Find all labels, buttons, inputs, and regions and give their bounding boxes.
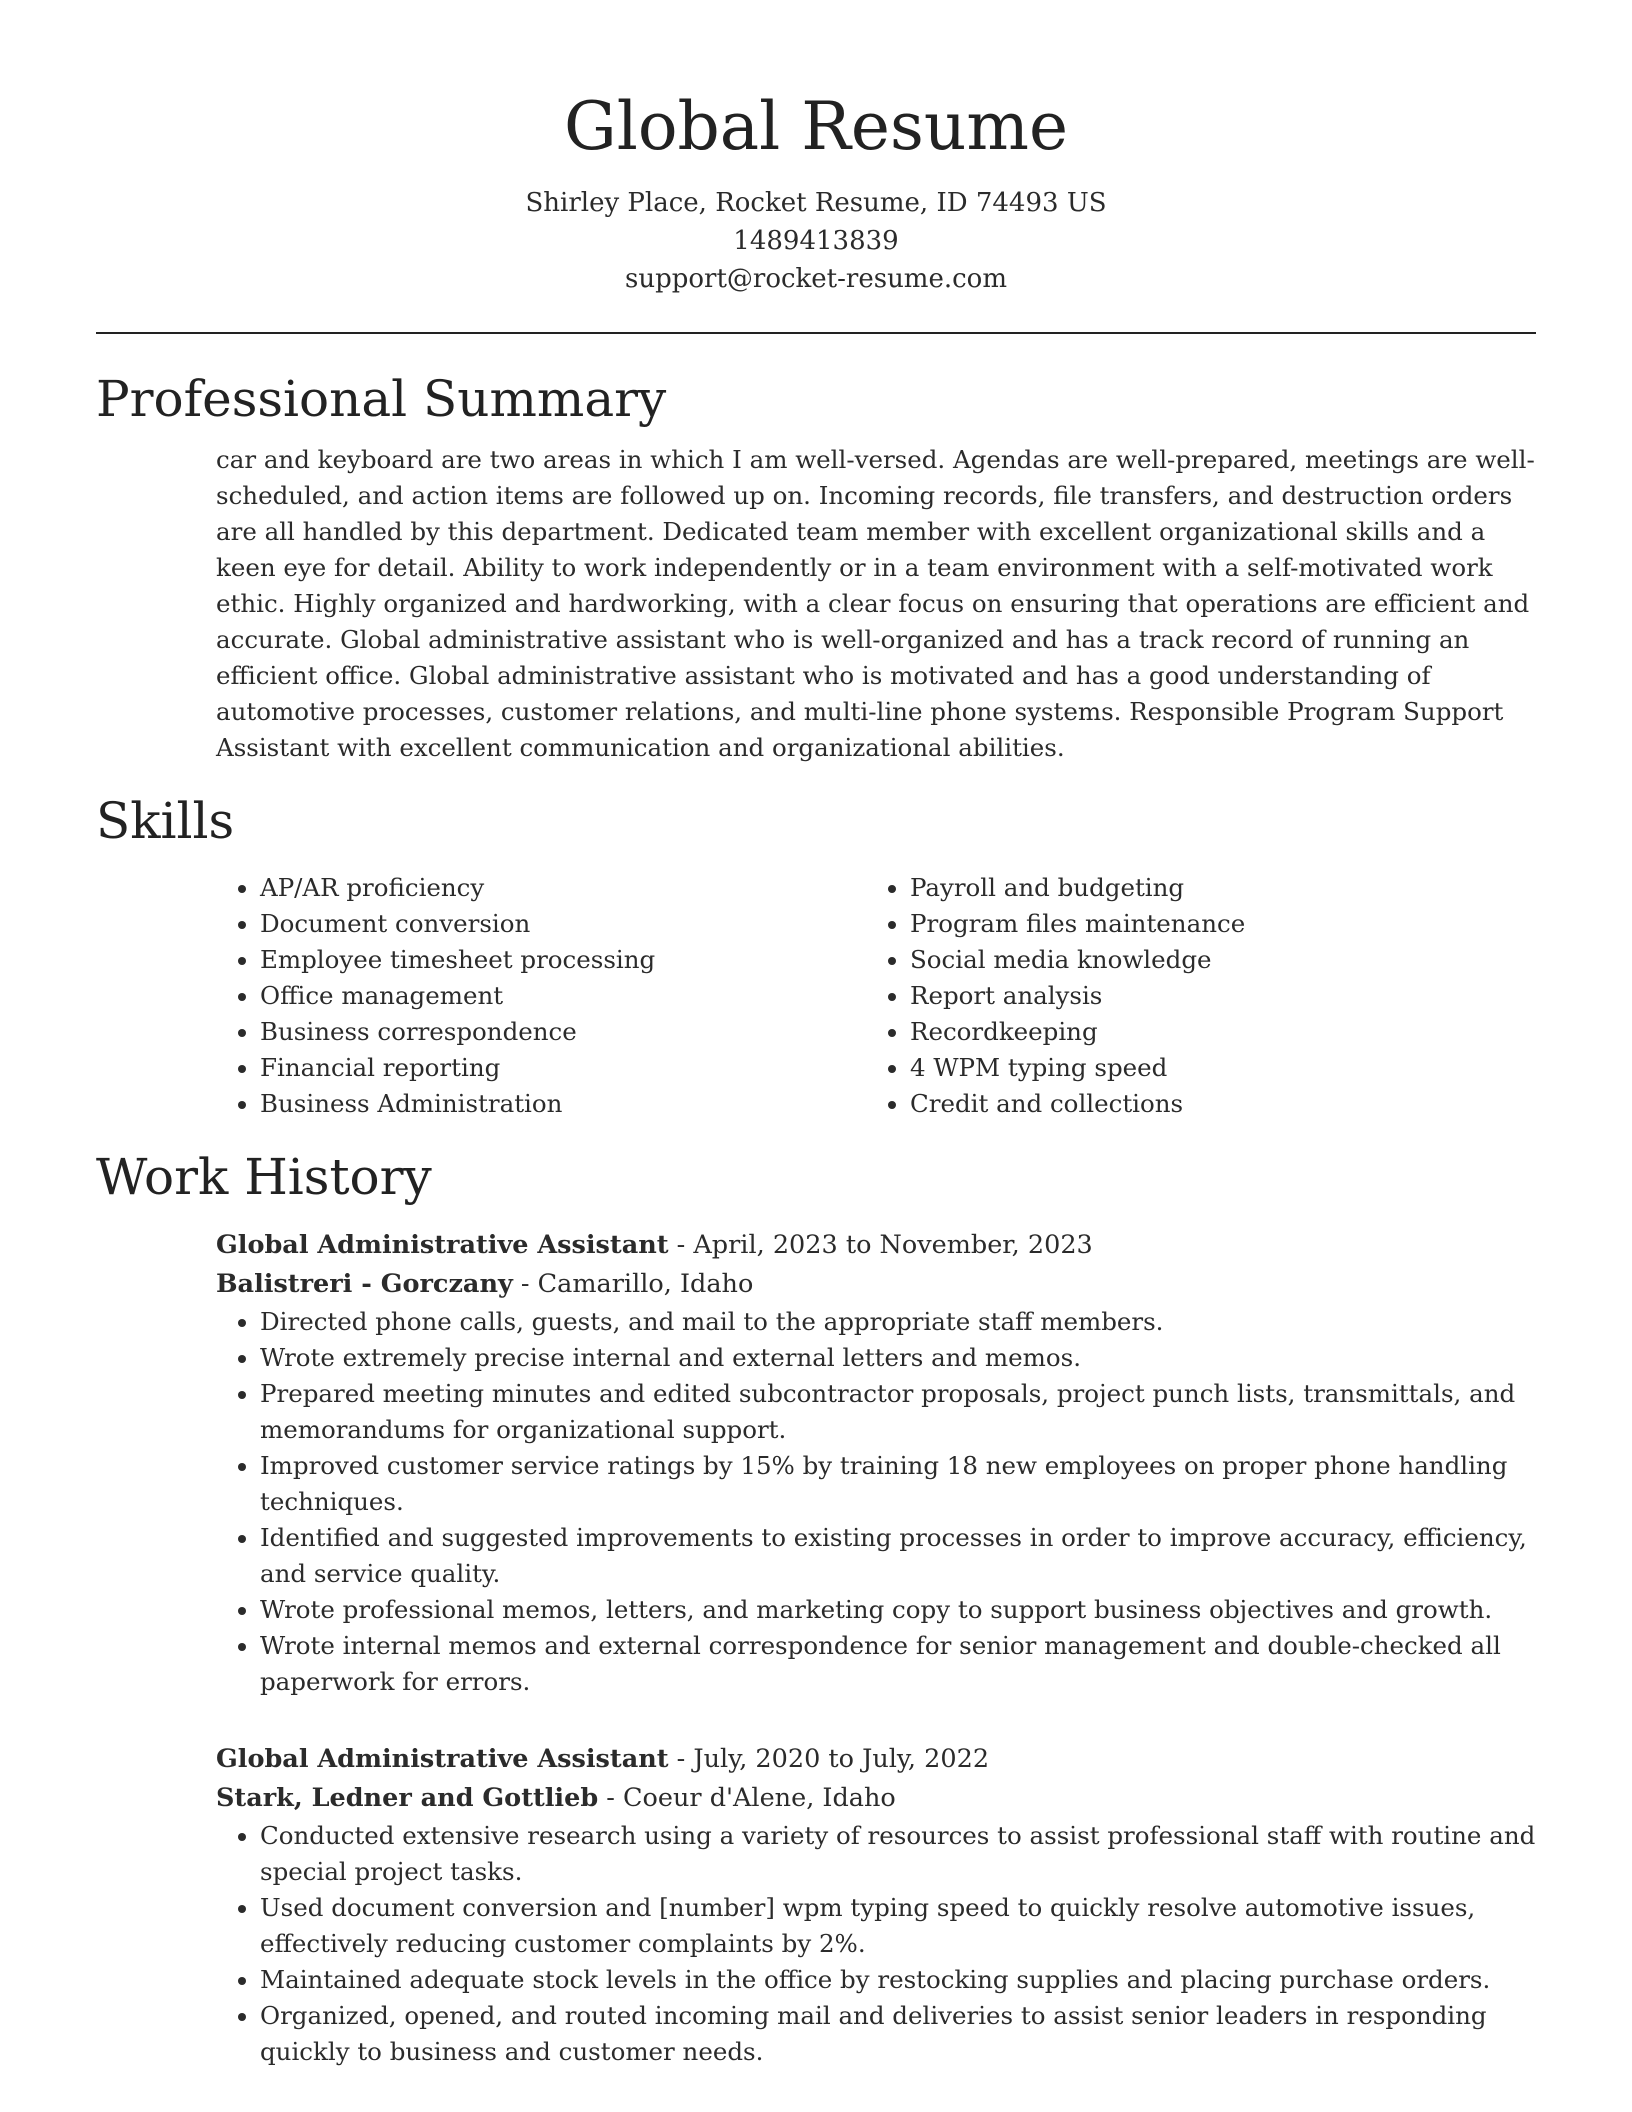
job-duties xyxy=(216,1304,1536,1700)
summary-text: car and keyboard are two areas in which I am well-versed. Agendas are well-prepared, meetings are well-scheduled, and action items are followed up on. Incoming records, file transfers, and destruction orders are all handled by this department. Dedicated team member with excellent organizational skills and a keen eye for detail. Ability to work independently or in a team environment with a self-motivated work ethic. Highly organized and hardworking, with a clear focus on ensuring that operations are efficient and accurate. Global administrative assistant who is well-organized and has a track record of running an efficient office. Global administrative assistant who is motivated and has a good understanding of automotive processes, customer relations, and multi-line phone systems. Responsible Program Support Assistant with excellent communication and organizational abilities. xyxy=(216,445,1535,762)
job-role: Global Administrative Assistant xyxy=(216,1230,669,1260)
job-duty-item: • Wrote internal memos and external correspondence for senior management and double-checked all paperwork for errors. xyxy=(260,1628,1536,1700)
job-entry xyxy=(216,1740,1536,2070)
skill-item: • Recordkeeping xyxy=(910,1014,1516,1050)
skill-item: • Payroll and budgeting xyxy=(910,870,1516,906)
contact-address: Shirley Place, Rocket Resume, ID 74493 US xyxy=(525,188,1107,218)
contact-block xyxy=(96,184,1536,298)
skill-item: • Business correspondence xyxy=(260,1014,866,1050)
skill-item: • Credit and collections xyxy=(910,1086,1516,1122)
job-company-line xyxy=(216,1779,1536,1818)
skill-item: • 4 WPM typing speed xyxy=(910,1050,1516,1086)
candidate-name: Global Resume xyxy=(563,88,1069,165)
skill-item: • Social media knowledge xyxy=(910,942,1516,978)
job-company: Balistreri - Gorczany xyxy=(216,1269,513,1299)
skill-item: • Document conversion xyxy=(260,906,866,942)
work-history-heading: Work History xyxy=(96,1148,432,1206)
job-duties xyxy=(216,1818,1536,2070)
skill-item: • Report analysis xyxy=(910,978,1516,1014)
header-divider xyxy=(96,332,1536,334)
job-duty-item: • Prepared meeting minutes and edited subcontractor proposals, project punch lists, transmittals, and memorandums for organizational support. xyxy=(260,1376,1536,1448)
skills-heading: Skills xyxy=(96,792,235,850)
job-dates: - April, 2023 to November, 2023 xyxy=(668,1230,1093,1260)
job-role: Global Administrative Assistant xyxy=(216,1744,669,1774)
job-duty-item: • Directed phone calls, guests, and mail to the appropriate staff members. xyxy=(260,1304,1536,1340)
job-duty-item: • Wrote professional memos, letters, and marketing copy to support business objectives and growth. xyxy=(260,1592,1536,1628)
skill-item: • Financial reporting xyxy=(260,1050,866,1086)
resume-header xyxy=(96,0,1536,298)
skills-list xyxy=(216,870,1536,1122)
skill-item: • Program files maintenance xyxy=(910,906,1516,942)
job-duty-item: • Used document conversion and [number] wpm typing speed to quickly resolve automotive issues, effectively reducing customer complaints by 2%. xyxy=(260,1890,1536,1962)
job-duty-item: • Organized, opened, and routed incoming mail and deliveries to assist senior leaders in responding quickly to business and customer needs. xyxy=(260,1998,1536,2070)
contact-email: support@rocket-resume.com xyxy=(624,264,1007,294)
job-duty-item: • Wrote extremely precise internal and external letters and memos. xyxy=(260,1340,1536,1376)
job-duty-item: • Identified and suggested improvements to existing processes in order to improve accuracy, efficiency, and service quality. xyxy=(260,1520,1536,1592)
skill-item: • Office management xyxy=(260,978,866,1014)
job-title-line xyxy=(216,1740,1536,1779)
job-company: Stark, Ledner and Gottlieb xyxy=(216,1783,599,1813)
job-duty-item: • Maintained adequate stock levels in the office by restocking supplies and placing purchase orders. xyxy=(260,1962,1536,1998)
job-duty-item: • Conducted extensive research using a variety of resources to assist professional staff with routine and special project tasks. xyxy=(260,1818,1536,1890)
skills-column-right xyxy=(866,870,1516,1122)
job-entry xyxy=(216,1226,1536,1700)
skill-item: • Employee timesheet processing xyxy=(260,942,866,978)
summary-heading: Professional Summary xyxy=(96,370,667,428)
job-location: - Camarillo, Idaho xyxy=(512,1269,754,1299)
job-company-line xyxy=(216,1265,1536,1304)
job-duty-item: • Improved customer service ratings by 15% by training 18 new employees on proper phone handling techniques. xyxy=(260,1448,1536,1520)
contact-phone: 1489413839 xyxy=(733,226,899,256)
skill-item: • Business Administration xyxy=(260,1086,866,1122)
job-dates: - July, 2020 to July, 2022 xyxy=(668,1744,990,1774)
skill-item: • AP/AR proficiency xyxy=(260,870,866,906)
skills-column-left xyxy=(216,870,866,1122)
job-location: - Coeur d'Alene, Idaho xyxy=(598,1783,896,1813)
job-title-line xyxy=(216,1226,1536,1265)
